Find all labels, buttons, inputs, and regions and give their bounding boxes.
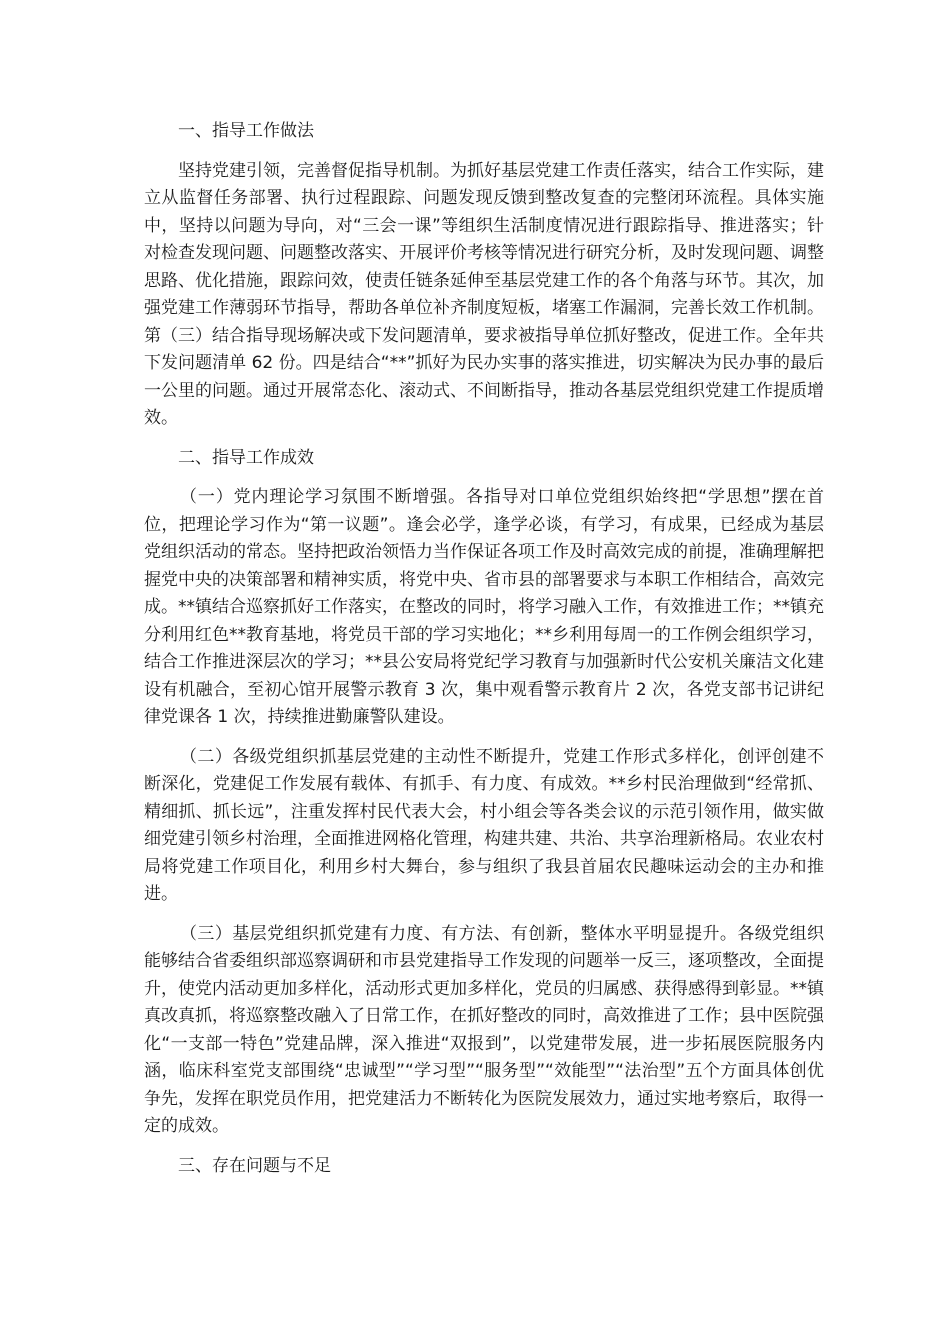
section-2-paragraph-1: （一）党内理论学习氛围不断增强。各指导对口单位党组织始终把“学思想”摆在首位，把理论学习作为“第一议题”。逢会必学，逢学必谈，有学习，有成果，已经成为基层党组织活动的常态。坚持把政治领悟力当作保证各项工作及时高效完成的前提，准确理解把握党中央的决策部署和精神实质，将党中央、省市县的部署要求与本职工作相结合，高效完成。**镇结合巡察抓好工作落实，在整改的同时，将学习融入工作，有效推进工作；**镇充分利用红色**教育基地，将党员干部的学习实地化；**乡利用每周一的工作例会组织学习，结合工作推进深层次的学习；**县公安局将党纪学习教育与加强新时代公安机关廉洁文化建设有机融合，至初心馆开展警示教育 3 次，集中观看警示教育片 2 次，各党支部书记讲纪律党课各 1 次，持续推进勤廉警队建设。 — [144, 487, 824, 727]
section-heading-3: 三、存在问题与不足 — [178, 1155, 331, 1176]
section-1-paragraph-1: 坚持党建引领，完善督促指导机制。为抓好基层党建工作责任落实，结合工作实际，建立从监督任务部署、执行过程跟踪、问题发现反馈到整改复查的完整闭环流程。具体实施中，坚持以问题为导向，对“三会一课”等组织生活制度情况进行跟踪指导、推进落实；针对检查发现问题、问题整改落实、开展评价考核等情况进行研究分析，及时发现问题、调整思路、优化措施，跟踪问效，使责任链条延伸至基层党建工作的各个角落与环节。其次，加强党建工作薄弱环节指导，帮助各单位补齐制度短板，堵塞工作漏洞，完善长效工作机制。第（三）结合指导现场解决或下发问题清单，要求被指导单位抓好整改，促进工作。全年共下发问题清单 62 份。四是结合“**”抓好为民办实事的落实推进，切实解决为民办事的最后一公里的问题。通过开展常态化、滚动式、不间断指导，推动各基层党组织党建工作提质增效。 — [144, 160, 824, 428]
section-2-paragraph-3: （三）基层党组织抓党建有力度、有方法、有创新，整体水平明显提升。各级党组织能够结合省委组织部巡察调研和市县党建指导工作发现的问题举一反三，逐项整改，全面提升，使党内活动更加多样化，活动形式更加多样化，党员的归属感、获得感得到彰显。**镇真改真抓，将巡察整改融入了日常工作，在抓好整改的同时，高效推进了工作；县中医院强化“一支部一特色”党建品牌，深入推进“双报到”，以党建带发展，进一步拓展医院服务内涵，临床科室党支部围绕“忠诚型”“学习型”“服务型”“效能型”“法治型”五个方面具体创优争先，发挥在职党员作用，把党建活力不断转化为医院发展效力，通过实地考察后，取得一定的成效。 — [144, 923, 824, 1136]
section-heading-1: 一、指导工作做法 — [178, 121, 314, 141]
document-page — [144, 118, 824, 1192]
section-2-paragraph-2: （二）各级党组织抓基层党建的主动性不断提升，党建工作形式多样化，创评创建不断深化，党建促工作发展有载体、有抓手、有力度、有成效。**乡村民治理做到“经常抓、精细抓、抓长远”，注重发挥村民代表大会，村小组会等各类会议的示范引领作用，做实做细党建引领乡村治理，全面推进网格化管理，构建共建、共治、共享治理新格局。农业农村局将党建工作项目化，利用乡村大舞台，参与组织了我县首届农民趣味运动会的主办和推进。 — [144, 746, 824, 904]
section-heading-2: 二、指导工作成效 — [178, 447, 314, 468]
